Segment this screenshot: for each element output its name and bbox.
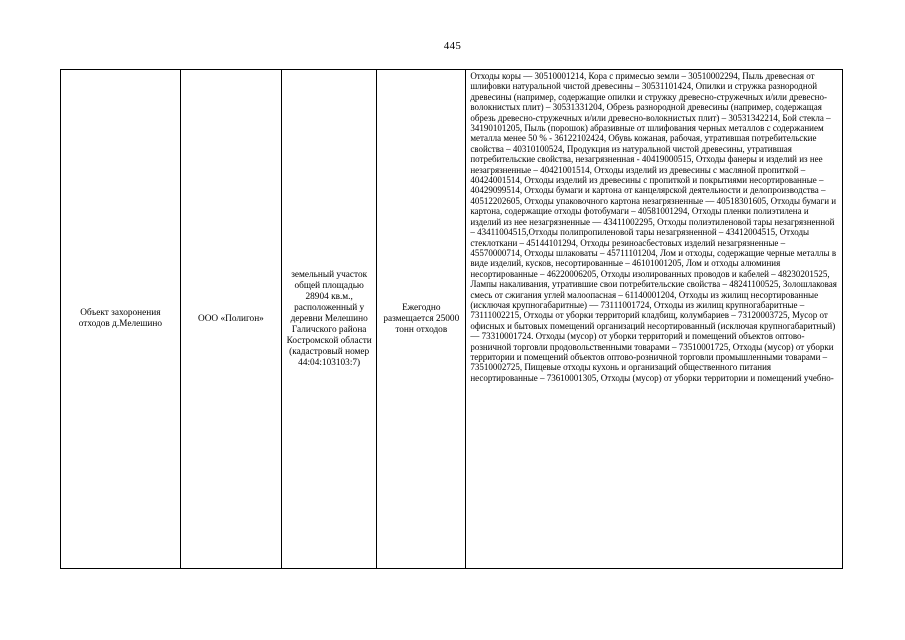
page-number: 445 [443, 40, 462, 52]
object-name-cell: Объект захоронения отходов д.Мелешино [61, 70, 181, 569]
capacity-cell: Ежегодно размещается 25000 тонн отходов [377, 70, 466, 569]
organization-cell: ООО «Полигон» [180, 70, 281, 569]
table-row [61, 70, 843, 569]
waste-list-cell: Отходы коры — 30510001214, Кора с примесью земли – 30510002294, Пыль древесная от шлифовки натуральной чистой древесины – 30531101424, Опилки и стружка разнородной древесины (например, содержащие опилки и стружку древесно-стружечных и/или древесно-волокнистых плит) – 30531331204, Обрезь разнородной древесины (например, содержащая обрезь древесно-стружечных и/или древесно-волокнистых плит) – 30531342214, Бой стекла – 34190101205, Пыль (порошок) абразивные от шлифования черных металлов с содержанием металла менее 50 % - 36122102424, Обувь кожаная, рабочая, утратившая потребительские свойства – 40310100524, Продукция из натуральной чистой древесины, утратившая потребительские свойства, незагрязненная - 40419000515, Отходы фанеры и изделий из нее незагрязненные – 40421001514, Отходы изделий из древесины с масляной пропиткой – 40424001514, Отходы изделий из древесины с пропиткой и покрытиями несортированные – 40429099514, Отходы бумаги и картона от канцелярской деятельности и делопроизводства – 40512202605, Отходы упаковочного картона незагрязненные — 40518301605, Отходы бумаги и картона, содержащие отходы фотобумаги – 40581001294, Отходы пленки полиэтилена и изделий из нее незагрязненные — 43411002295, Отходы полиэтиленовой тары незагрязненной – 43411004515,Отходы полипропиленовой тары незагрязненной – 43412004515, Отходы стеклоткани – 45144101294, Отходы резиноасбестовых изделий незагрязненные – 45570000714, Отходы шлаковаты – 45711101204, Лом и отходы, содержащие черные металлы в виде изделий, кусков, несортированные – 46101001205, Лом и отходы алюминия несортированные – 46220006205, Отходы изолированных проводов и кабелей – 48230201525, Лампы накаливания, утратившие свои потребительские свойства – 48241100525, Золошлаковая смесь от сжигания углей малоопасная – 61140001204, Отходы из жилищ несортированные (исключая крупногабаритные) — 73111001724, Отходы из жилищ крупногабаритные – 73111002215, Отходы от уборки территорий кладбищ, колумбариев – 73120003725, Мусор от офисных и бытовых помещений организаций несортированный (исключая крупногабаритный)— 73310001724. Отходы (мусор) от уборки территорий и помещений объектов оптово-розничной торговли продовольственными товарами – 73510001725, Отходы (мусор) от уборки территории и помещений объектов оптово-розничной торговли промышленными товарами – 73510002725, Пищевые отходы кухонь и организаций общественного питания несортированные – 73610001305, Отходы (мусор) от уборки территории и помещений учебно- [466, 70, 843, 569]
location-cell: земельный участок общей площадью 28904 кв.м., расположенный у деревни Мелешино Галичского района Костромской области (кадастровый номер 44:04:103103:7) [282, 70, 377, 569]
registry-table [60, 69, 843, 569]
